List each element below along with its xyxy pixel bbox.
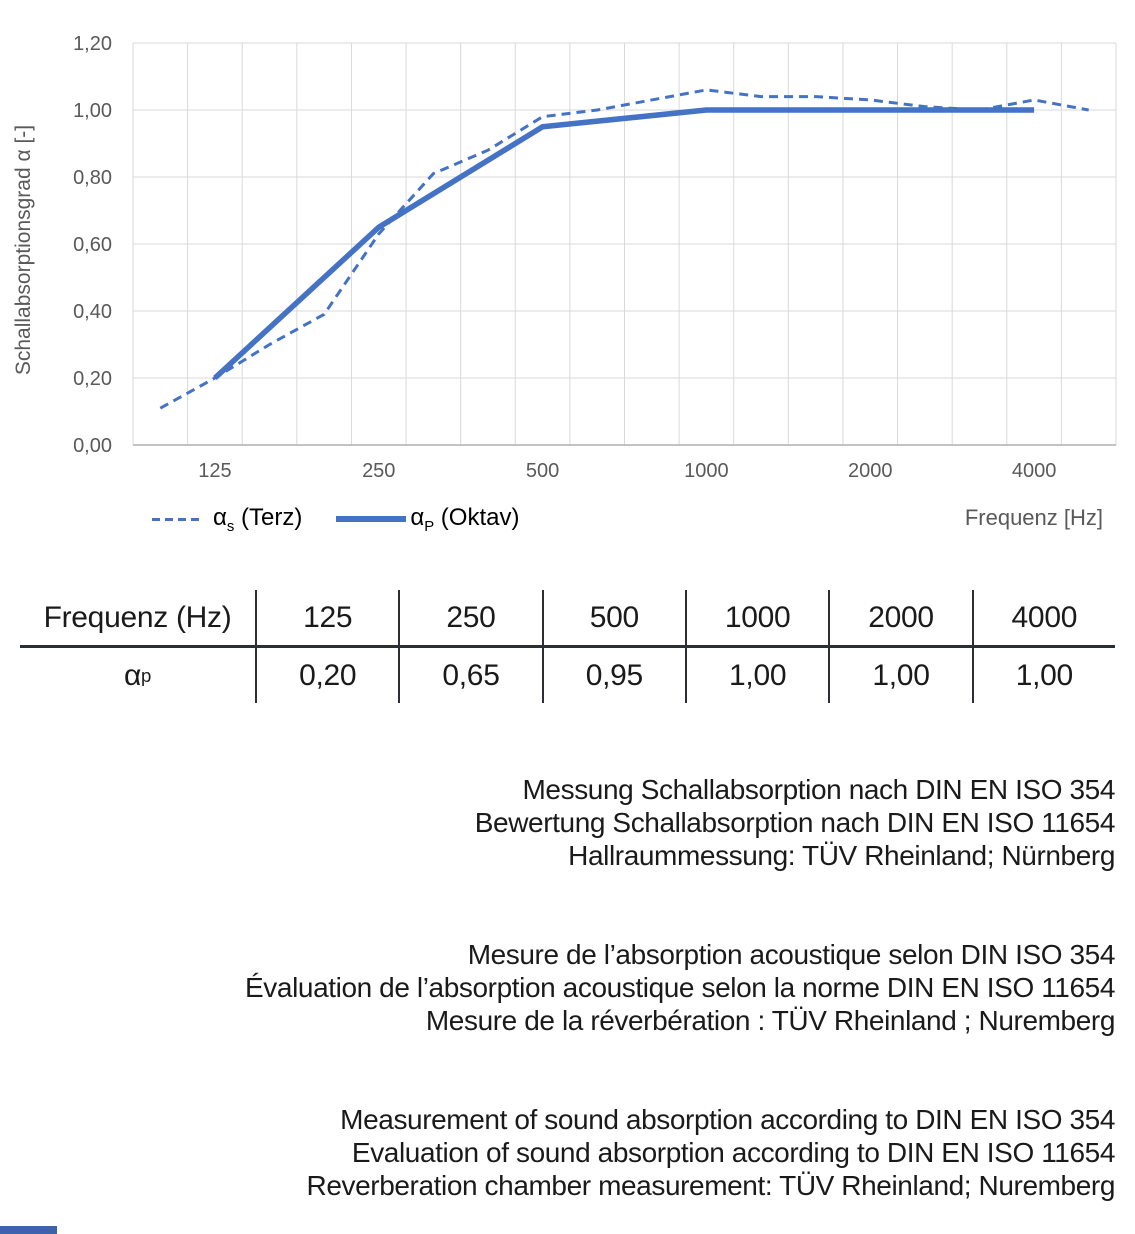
notes-german: [15, 773, 1115, 872]
note-line: Mesure de la réverbération : TÜV Rheinland ; Nuremberg: [425, 1005, 1115, 1036]
y-tick-label: 1,20: [73, 33, 112, 55]
table-alpha-value-cell: 0,65: [398, 648, 541, 703]
chart-svg: [0, 0, 1135, 560]
table-frequency-cell: 1000: [685, 590, 828, 645]
footer-accent-bar: [0, 1226, 57, 1234]
table-frequency-cell: 500: [542, 590, 685, 645]
x-axis-title: Frequenz [Hz]: [964, 505, 1103, 530]
legend-swatch-dashed-line: [152, 518, 204, 521]
alpha-subscript: p: [141, 664, 152, 686]
x-tick-label: 1000: [684, 460, 729, 482]
table-alpha-value-cell: 1,00: [828, 648, 971, 703]
y-tick-label: 1,00: [73, 100, 112, 122]
legend-text: (Terz): [234, 503, 303, 531]
note-line: Mesure de l’absorption acoustique selon DIN ISO 354: [467, 939, 1115, 970]
table-frequency-cell: 2000: [828, 590, 971, 645]
chart-legend: [152, 503, 519, 535]
x-tick-label: 250: [362, 460, 396, 482]
note-line: Hallraummessung: TÜV Rheinland; Nürnberg: [568, 840, 1115, 871]
y-tick-label: 0,40: [73, 301, 112, 323]
alpha-symbol: α: [123, 658, 141, 692]
legend-alpha-symbol: α: [213, 503, 227, 531]
y-tick-label: 0,60: [73, 234, 112, 256]
note-line: Evaluation of sound absorption according to DIN EN ISO 11654: [351, 1137, 1115, 1168]
table-value-row: [20, 645, 1115, 703]
table-alpha-value-cell: 0,20: [255, 648, 398, 703]
legend-subscript: s: [226, 518, 235, 535]
table-header-row: [20, 590, 1115, 645]
absorption-table: [20, 590, 1115, 703]
note-line: Reverberation chamber measurement: TÜV Rheinland; Nuremberg: [306, 1170, 1115, 1201]
legend-label-oktav: [410, 504, 519, 535]
table-frequency-cell: 250: [398, 590, 541, 645]
table-header-label: Frequenz (Hz): [43, 600, 232, 634]
table-frequency-cell: 4000: [972, 590, 1115, 645]
notes-english: [15, 1103, 1115, 1202]
tick-layer: [73, 33, 1056, 482]
table-alpha-value-cell: 1,00: [972, 648, 1115, 703]
note-line: Bewertung Schallabsorption nach DIN EN ISO 11654: [474, 807, 1115, 838]
x-tick-label: 125: [198, 460, 232, 482]
legend-subscript: P: [424, 518, 435, 535]
note-line: Messung Schallabsorption nach DIN EN ISO 354: [522, 774, 1115, 805]
absorption-chart: [0, 0, 1135, 560]
y-tick-label: 0,80: [73, 167, 112, 189]
note-line: Évaluation de l’absorption acoustique selon la norme DIN EN ISO 11654: [245, 972, 1115, 1003]
legend-alpha-symbol: α: [410, 503, 425, 531]
note-line: Measurement of sound absorption according to DIN EN ISO 354: [340, 1104, 1115, 1135]
table-frequency-cell: 125: [255, 590, 398, 645]
x-tick-label: 500: [525, 460, 560, 482]
legend-swatch-solid-line: [336, 516, 406, 522]
notes-french: [15, 938, 1115, 1037]
y-tick-label: 0,20: [73, 368, 112, 390]
table-row-label: [20, 648, 255, 703]
grid-layer: [133, 43, 1116, 445]
y-axis-title: Schallabsorptionsgrad α [-]: [12, 124, 35, 376]
legend-label-terz: [213, 504, 302, 535]
legend-text: (Oktav): [434, 503, 520, 531]
x-tick-label: 2000: [848, 460, 893, 482]
table-alpha-value-cell: 0,95: [542, 648, 685, 703]
table-alpha-value-cell: 1,00: [685, 648, 828, 703]
y-tick-label: 0,00: [73, 435, 112, 457]
x-tick-label: 4000: [1011, 460, 1057, 482]
